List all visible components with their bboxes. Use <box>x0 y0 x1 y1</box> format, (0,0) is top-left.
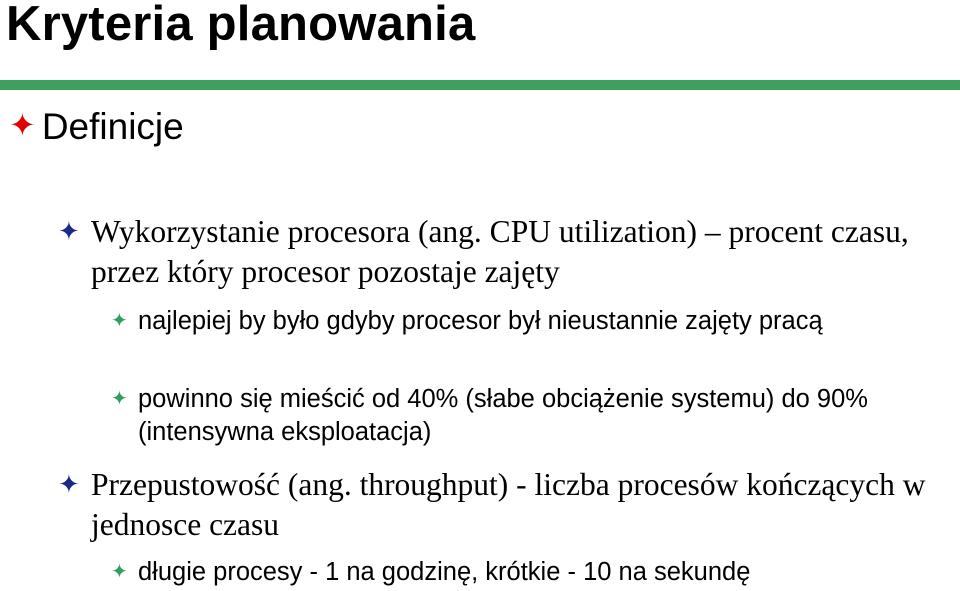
four-point-star-icon: ✦ <box>58 470 80 499</box>
sub-bullet-text: powinno się mieścić od 40% (słabe obciążenie systemu) do 90% (intensywna eksploatacja) <box>138 385 868 446</box>
sub-bullet-text: najlepiej by było gdyby procesor był nieustannie zajęty pracą <box>138 307 823 335</box>
sub-bullet-always-busy <box>111 305 931 338</box>
sub-bullet-range <box>111 383 931 449</box>
bullet-text: Wykorzystanie procesora (ang. CPU utilization) – procent czasu, przez który procesor pozostaje zajęty <box>91 214 909 289</box>
four-point-star-icon: ✦ <box>111 310 128 332</box>
sub-bullet-text: długie procesy - 1 na godzinę, krótkie - 10 na sekundę <box>138 558 751 586</box>
slide-title: Kryteria planowania <box>6 0 476 51</box>
four-point-star-icon: ✦ <box>111 388 128 410</box>
title-divider <box>0 80 960 90</box>
bullet-cpu-utilization <box>58 212 938 292</box>
heading-definicje <box>9 101 184 154</box>
sub-bullet-process-rates <box>111 556 931 589</box>
bullet-throughput <box>58 465 938 545</box>
four-point-star-icon: ✦ <box>9 107 36 143</box>
four-point-star-icon: ✦ <box>111 561 128 583</box>
heading-text: Definicje <box>41 106 184 147</box>
four-point-star-icon: ✦ <box>58 217 80 246</box>
bullet-text: Przepustowość (ang. throughput) - liczba procesów kończących w jednosce czasu <box>91 467 926 542</box>
